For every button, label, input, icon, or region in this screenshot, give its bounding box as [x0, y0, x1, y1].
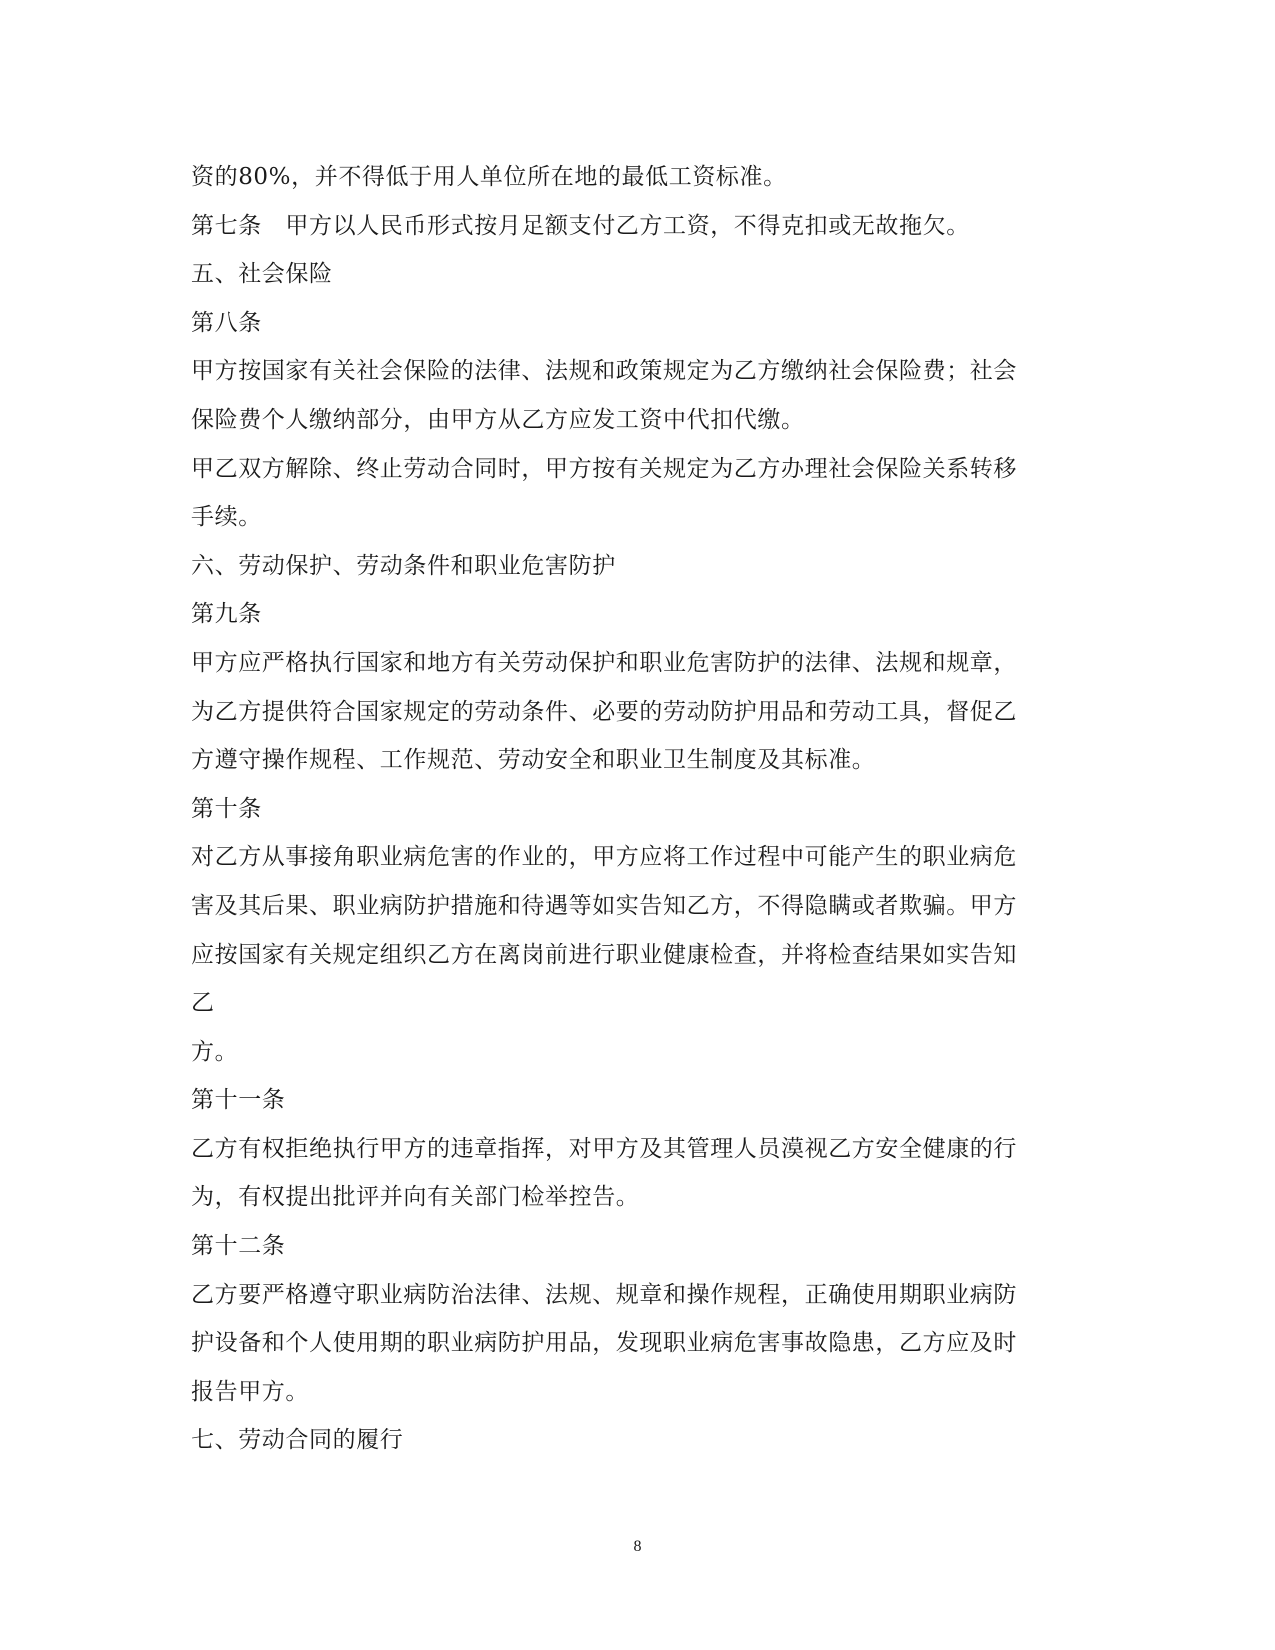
article-7-line: 第七条 甲方以人民币形式按月足额支付乙方工资，不得克扣或无故拖欠。 — [191, 212, 970, 239]
text-line: 护设备和个人使用期的职业病防护用品，发现职业病危害事故隐患，乙方应及时 — [191, 1330, 1017, 1357]
text-line: 为，有权提出批评并向有关部门检举控告。 — [191, 1184, 640, 1211]
article-heading: 第十一条 — [191, 1087, 286, 1114]
text-line: 乙方要严格遵守职业病防治法律、法规、规章和操作规程，正确使用期职业病防 — [191, 1281, 1017, 1308]
text-line: 害及其后果、职业病防护措施和待遇等如实告知乙方，不得隐瞒或者欺骗。甲方 — [191, 892, 1017, 919]
text-line: 应按国家有关规定组织乙方在离岗前进行职业健康检查，并将检查结果如实告知 — [191, 941, 1017, 968]
document-body — [191, 153, 1071, 1465]
section-heading: 七、劳动合同的履行 — [191, 1427, 404, 1454]
text-line: 方。 — [191, 1038, 239, 1065]
article-heading: 第十条 — [191, 795, 262, 822]
text-line: 为乙方提供符合国家规定的劳动条件、必要的劳动防护用品和劳动工具，督促乙 — [191, 698, 1017, 725]
section-heading: 六、劳动保护、劳动条件和职业危害防护 — [191, 552, 616, 579]
text-line: 保险费个人缴纳部分，由甲方从乙方应发工资中代扣代缴。 — [191, 406, 805, 433]
text-line: 方遵守操作规程、工作规范、劳动安全和职业卫生制度及其标准。 — [191, 747, 876, 774]
article-heading: 第九条 — [191, 601, 262, 628]
text-line: 甲方按国家有关社会保险的法律、法规和政策规定为乙方缴纳社会保险费；社会 — [191, 358, 1017, 385]
text-line: 甲方应严格执行国家和地方有关劳动保护和职业危害防护的法律、法规和规章， — [191, 649, 1017, 676]
section-heading: 五、社会保险 — [191, 261, 333, 288]
text-line: 乙 — [191, 990, 215, 1017]
article-heading: 第十二条 — [191, 1233, 286, 1260]
text-line: 对乙方从事接角职业病危害的作业的，甲方应将工作过程中可能产生的职业病危 — [191, 844, 1017, 871]
text-line: 手续。 — [191, 504, 262, 531]
article-heading: 第八条 — [191, 309, 262, 336]
text-line: 报告甲方。 — [191, 1378, 309, 1405]
text-line: 甲乙双方解除、终止劳动合同时，甲方按有关规定为乙方办理社会保险关系转移 — [191, 455, 1017, 482]
text-line: 资的80%，并不得低于用人单位所在地的最低工资标准。 — [191, 164, 787, 190]
page-number: 8 — [633, 1538, 642, 1555]
text-line: 乙方有权拒绝执行甲方的违章指挥，对甲方及其管理人员漠视乙方安全健康的行 — [191, 1135, 1017, 1162]
